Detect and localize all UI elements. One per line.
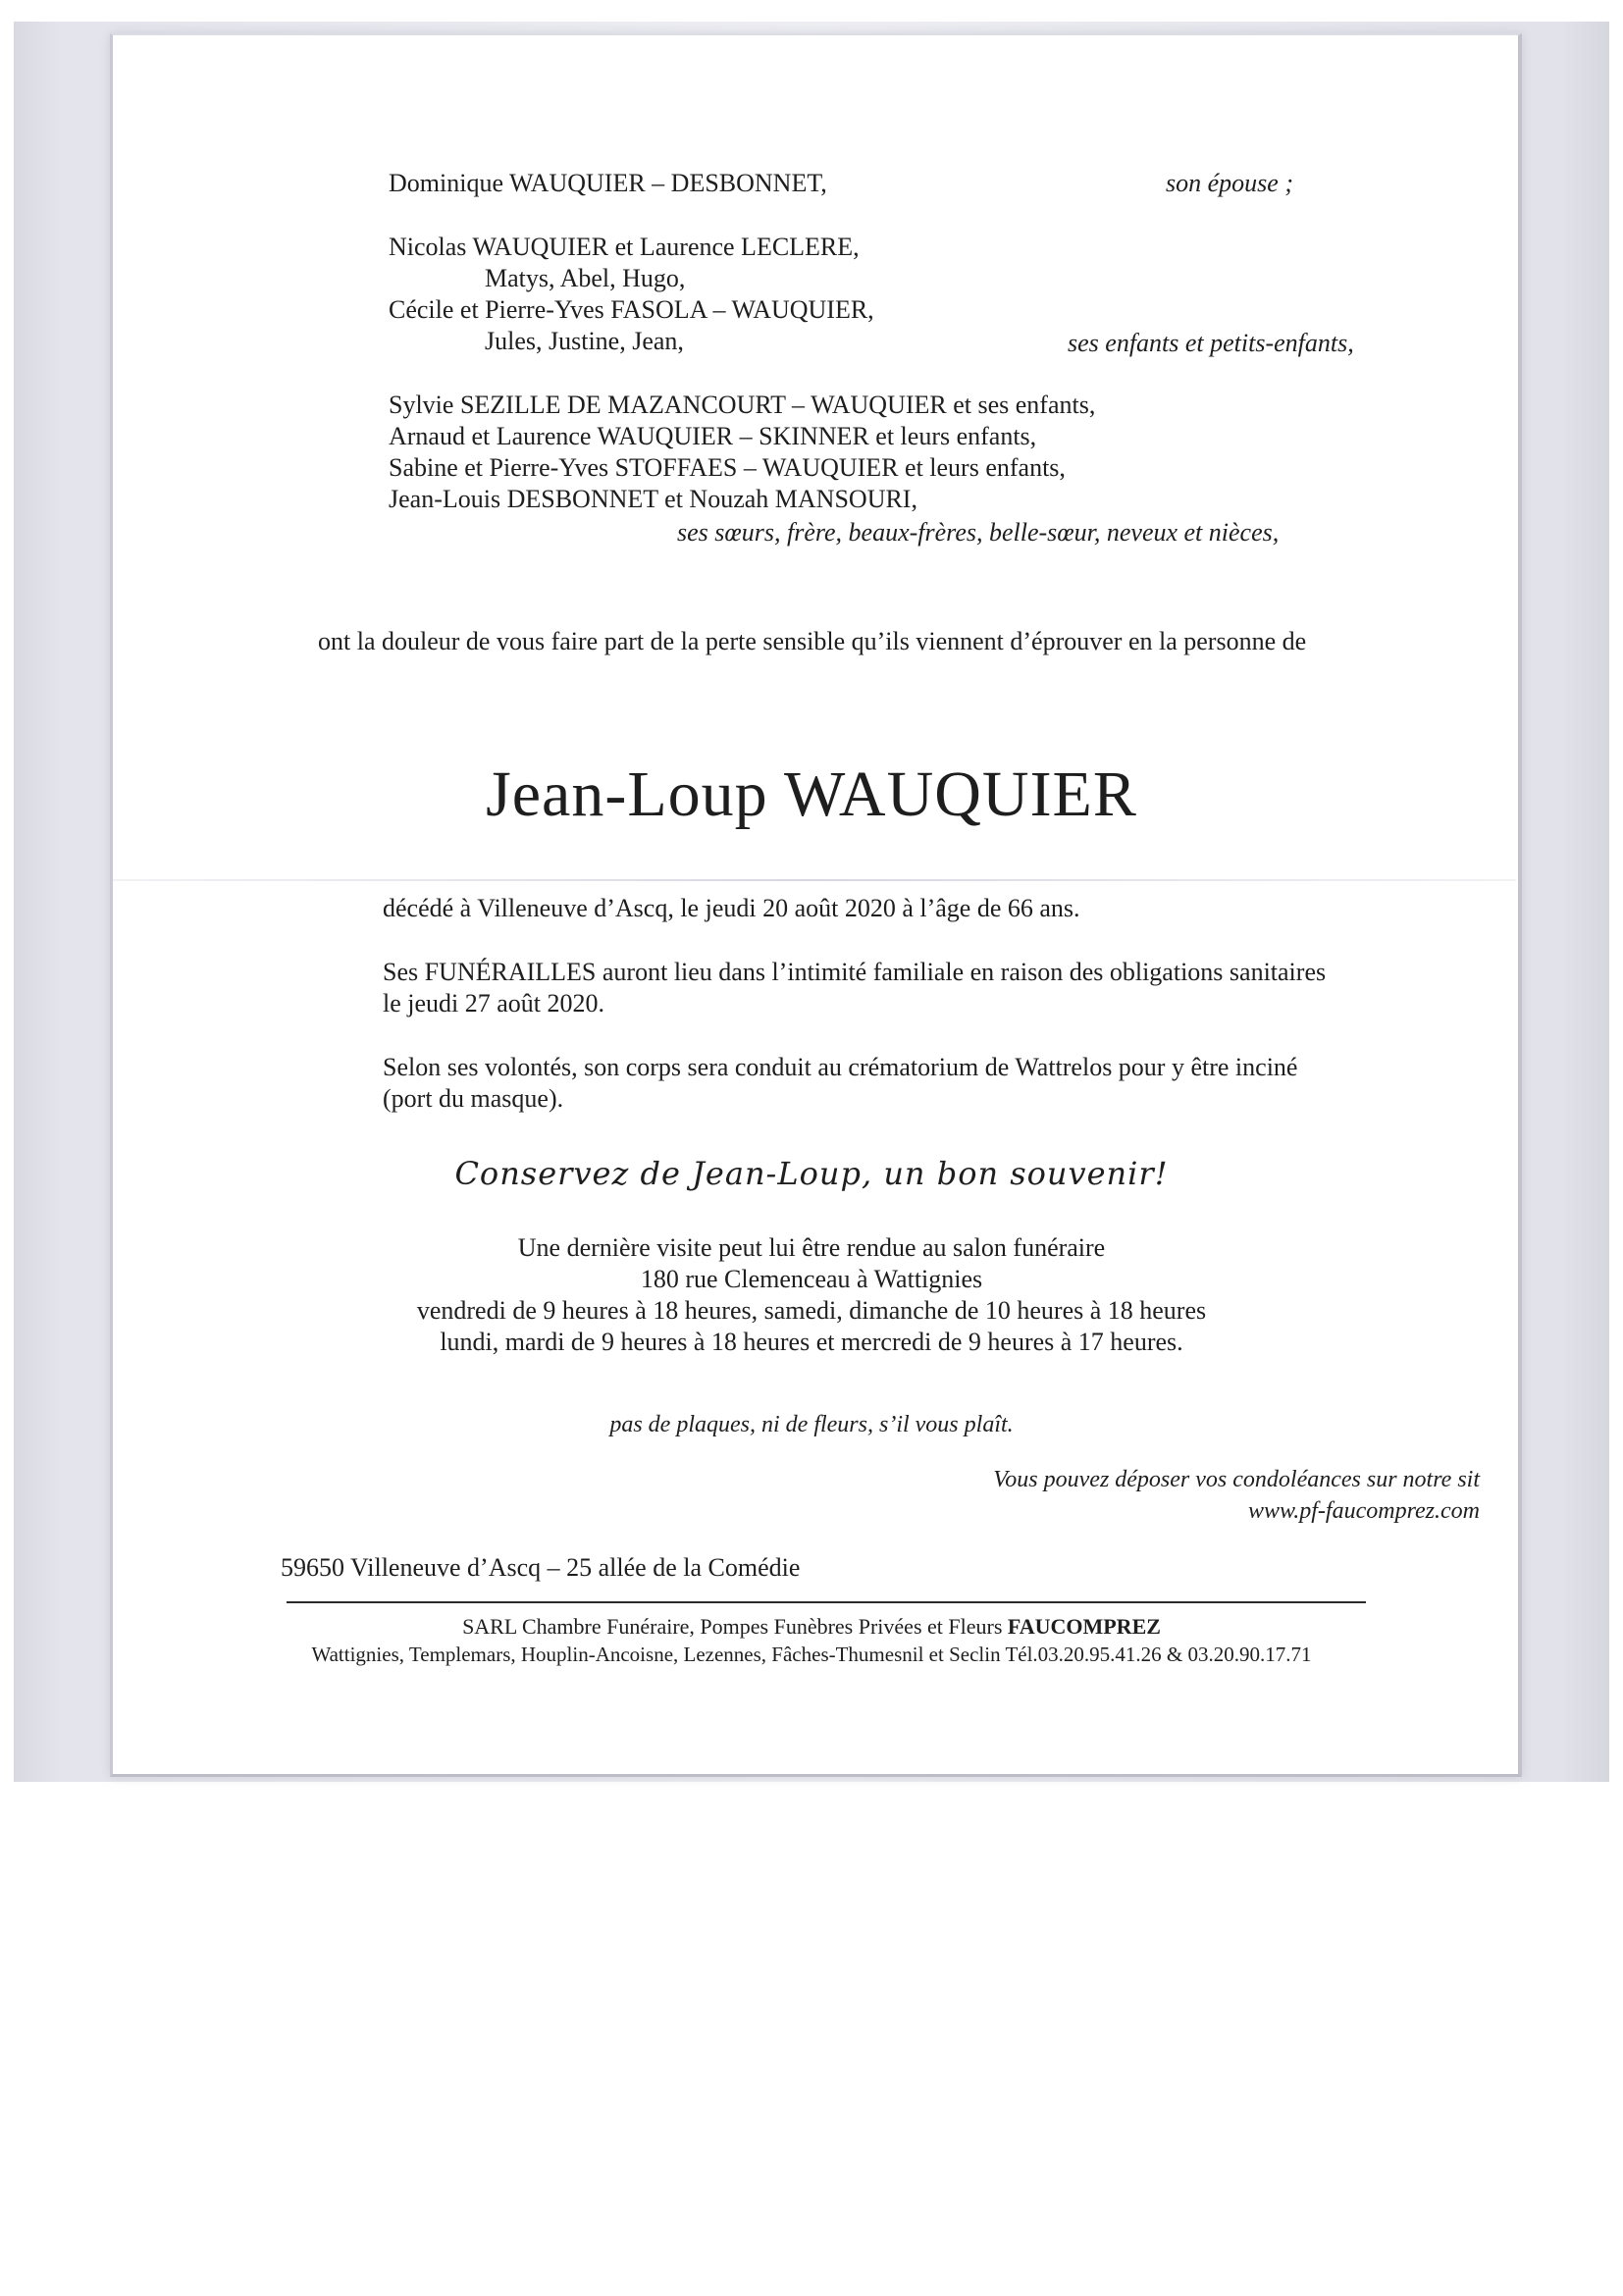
funeral-home-line-1 [0, 1613, 1623, 1641]
sibling-3: Sabine et Pierre-Yves STOFFAES – WAUQUIER et leurs enfants, [389, 453, 1066, 482]
grandchildren-1: Matys, Abel, Hugo, [485, 264, 686, 292]
no-flowers-note: pas de plaques, ni de fleurs, s’il vous plaît. [609, 1412, 1014, 1437]
visit-address: 180 rue Clemenceau à Wattignies [640, 1265, 983, 1293]
wishes-line-1: Selon ses volontés, son corps sera conduit au crématorium de Wattrelos pour y être inciné [383, 1053, 1298, 1081]
footer-divider [287, 1601, 1366, 1603]
funeral-home-contact: Wattignies, Templemars, Houplin-Ancoisne, Lezennes, Fâches-Thumesnil et Seclin Tél.03.20.95.41.26 & 03.20.90.17.71 [311, 1643, 1312, 1666]
wishes-line-2: (port du masque). [383, 1084, 564, 1113]
grandchildren-2: Jules, Justine, Jean, [485, 327, 684, 355]
visit-hours-1: vendredi de 9 heures à 18 heures, samedi, dimanche de 10 heures à 18 heures [416, 1296, 1207, 1325]
child-1: Nicolas WAUQUIER et Laurence LECLERE, [389, 233, 860, 261]
remembrance-message: Conservez de Jean-Loup, un bon souvenir! [454, 1155, 1169, 1192]
sibling-2: Arnaud et Laurence WAUQUIER – SKINNER et leurs enfants, [389, 422, 1037, 450]
funeral-home-name: FAUCOMPREZ [1007, 1614, 1161, 1639]
funeral-home-description: SARL Chambre Funéraire, Pompes Funèbres Privées et Fleurs [462, 1614, 1003, 1639]
visit-hours-2: lundi, mardi de 9 heures à 18 heures et mercredi de 9 heures à 17 heures. [440, 1328, 1183, 1356]
spouse-name: Dominique WAUQUIER – DESBONNET, [389, 169, 827, 197]
sibling-1: Sylvie SEZILLE DE MAZANCOURT – WAUQUIER et ses enfants, [389, 391, 1096, 419]
family-address: 59650 Villeneuve d’Ascq – 25 allée de la Comédie [281, 1553, 801, 1582]
child-2: Cécile et Pierre-Yves FASOLA – WAUQUIER, [389, 295, 874, 324]
death-details: décédé à Villeneuve d’Ascq, le jeudi 20 août 2020 à l’âge de 66 ans. [383, 894, 1080, 922]
announcement-text: ont la douleur de vous faire part de la perte sensible qu’ils viennent d’éprouver en la personne de [318, 627, 1307, 655]
deceased-name: Jean-Loup WAUQUIER [486, 758, 1137, 830]
sibling-4: Jean-Louis DESBONNET et Nouzah MANSOURI, [389, 485, 917, 513]
funeral-line-1: Ses FUNÉRAILLES auront lieu dans l’intimité familiale en raison des obligations sanitaires [383, 958, 1327, 986]
siblings-relation: ses sœurs, frère, beaux-frères, belle-sœur, neveux et nièces, [677, 518, 1280, 547]
condolences-line: Vous pouvez déposer vos condoléances sur notre sit [993, 1467, 1480, 1492]
condolences-website: www.pf-faucomprez.com [1248, 1498, 1480, 1524]
spouse-relation: son épouse ; [1166, 169, 1293, 197]
funeral-line-2: le jeudi 27 août 2020. [383, 989, 605, 1018]
visit-line: Une dernière visite peut lui être rendue au salon funéraire [517, 1233, 1106, 1262]
children-relation: ses enfants et petits-enfants, [1068, 329, 1354, 357]
card-fold-line [113, 879, 1516, 881]
